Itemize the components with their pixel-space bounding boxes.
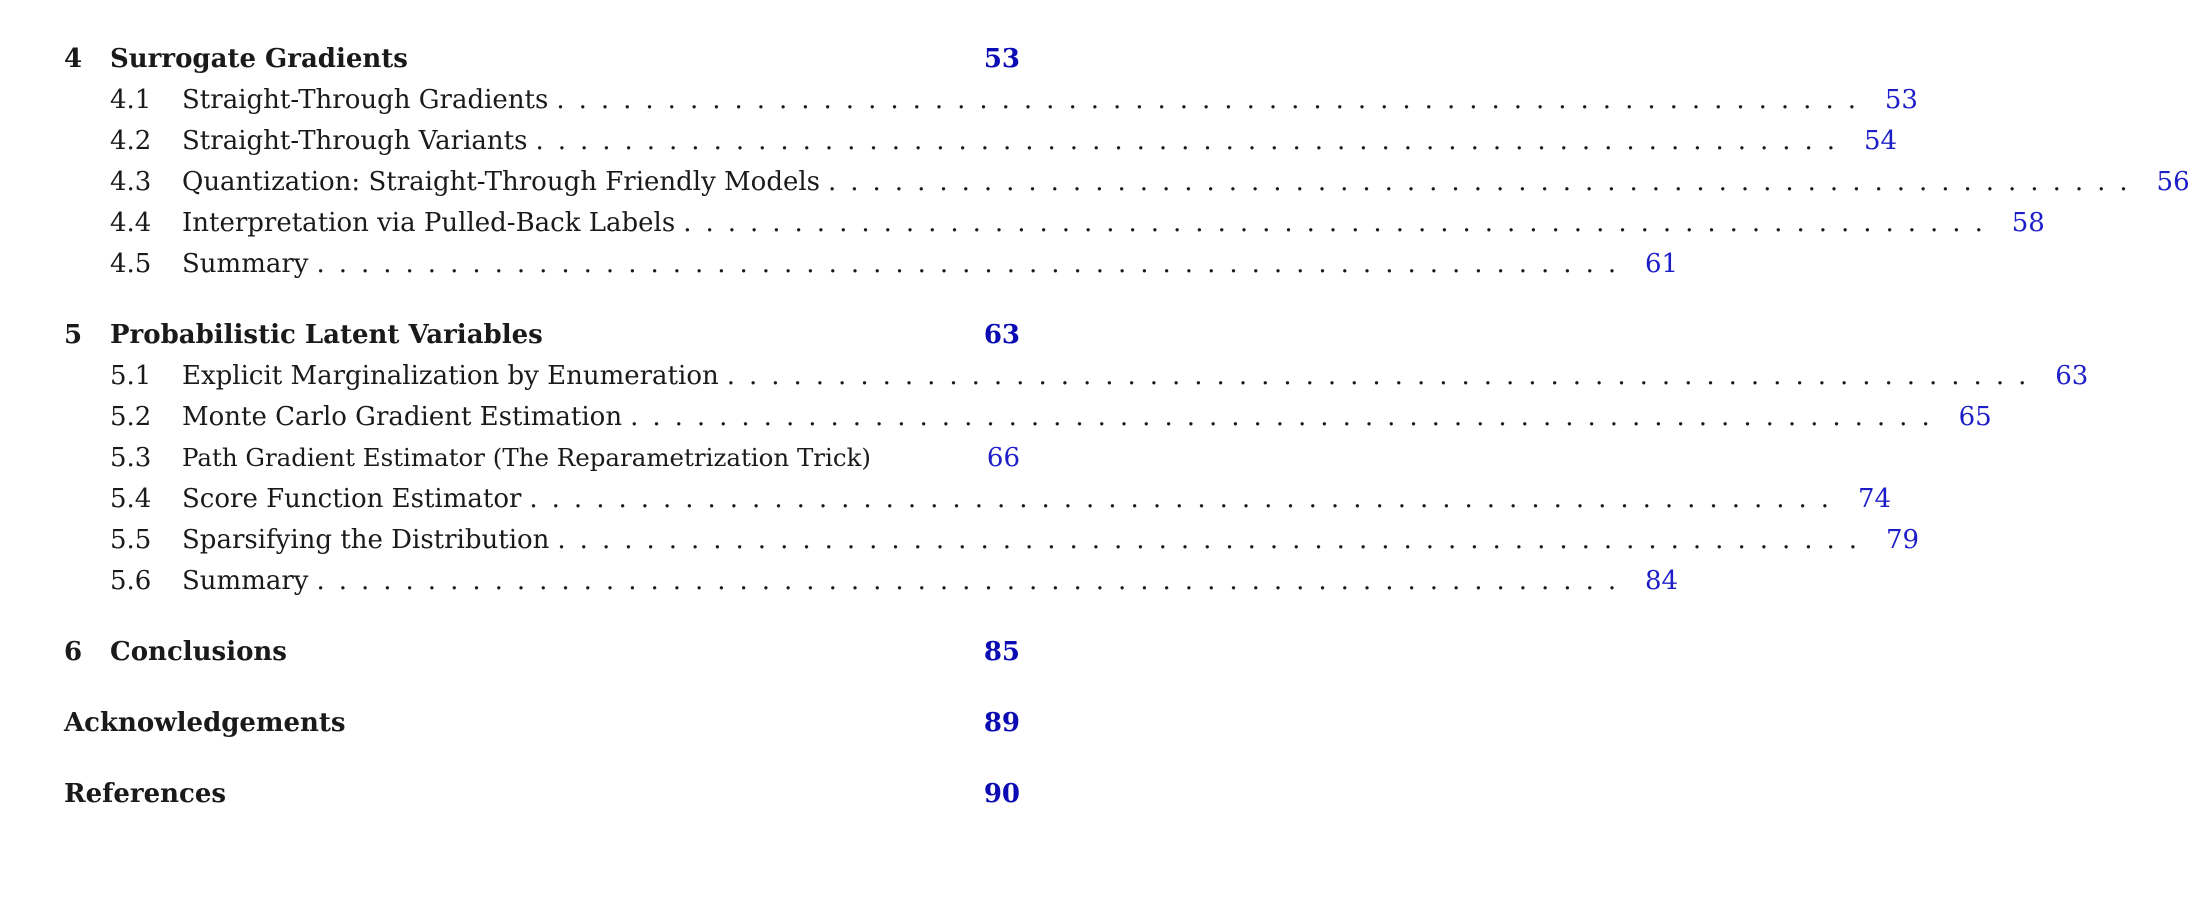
toc-section-5-5[interactable] bbox=[64, 525, 1920, 566]
dot-leader: ........................................................... bbox=[529, 484, 1844, 514]
chapter-title: Probabilistic Latent Variables bbox=[110, 320, 543, 350]
chapter-spacer bbox=[64, 749, 1020, 779]
section-page-link[interactable]: 65 bbox=[1958, 402, 1992, 432]
chapter-page-link[interactable]: 63 bbox=[983, 320, 1020, 350]
chapter-spacer bbox=[64, 678, 1020, 708]
section-title: Score Function Estimator bbox=[182, 484, 522, 514]
back-matter-title: References bbox=[64, 779, 227, 809]
dot-leader: ........................................................... bbox=[556, 85, 1870, 115]
section-title: Path Gradient Estimator (The Reparametrization Trick) bbox=[182, 443, 871, 472]
section-title: Straight-Through Variants bbox=[182, 126, 528, 156]
section-number: 5.5 bbox=[110, 525, 152, 555]
chapter-number: 6 bbox=[64, 637, 83, 667]
section-number: 4.3 bbox=[110, 167, 152, 197]
dot-leader: ........................................................... bbox=[630, 402, 1944, 432]
toc-references[interactable] bbox=[64, 779, 1020, 820]
section-page-link[interactable]: 54 bbox=[1863, 126, 1898, 156]
section-page-link[interactable]: 79 bbox=[1885, 525, 1920, 555]
section-title: Sparsifying the Distribution bbox=[182, 525, 550, 555]
section-page-link[interactable]: 66 bbox=[986, 443, 1020, 473]
chapter-page-link[interactable]: 53 bbox=[983, 44, 1020, 74]
toc-chapter-4[interactable] bbox=[64, 44, 1020, 85]
table-of-contents bbox=[64, 44, 2190, 820]
section-title: Summary bbox=[182, 249, 309, 279]
section-title: Straight-Through Gradients bbox=[182, 85, 549, 115]
section-title: Quantization: Straight-Through Friendly Models bbox=[182, 167, 821, 197]
section-page-link[interactable]: 61 bbox=[1645, 249, 1679, 279]
toc-section-5-4[interactable] bbox=[64, 484, 1892, 525]
section-number: 5.3 bbox=[110, 443, 152, 473]
toc-section-4-5[interactable] bbox=[64, 249, 1679, 290]
back-matter-page-link[interactable]: 89 bbox=[983, 708, 1020, 738]
section-number: 5.6 bbox=[110, 566, 152, 596]
chapter-title: Conclusions bbox=[110, 637, 287, 667]
dot-leader: ........................................................... bbox=[316, 249, 1631, 279]
toc-section-5-2[interactable] bbox=[64, 402, 1992, 443]
chapter-spacer bbox=[64, 290, 1020, 320]
back-matter-title: Acknowledgements bbox=[64, 708, 346, 738]
section-title: Monte Carlo Gradient Estimation bbox=[182, 402, 623, 432]
chapter-number: 4 bbox=[64, 44, 83, 74]
section-number: 5.4 bbox=[110, 484, 152, 514]
dot-leader: ........................................................... bbox=[726, 361, 2041, 391]
section-page-link[interactable]: 63 bbox=[2055, 361, 2089, 391]
dot-leader: ........................................................... bbox=[683, 208, 1997, 238]
section-page-link[interactable]: 53 bbox=[1884, 85, 1918, 115]
section-page-link[interactable]: 58 bbox=[2011, 208, 2045, 238]
section-title: Explicit Marginalization by Enumeration bbox=[182, 361, 719, 391]
section-title: Interpretation via Pulled-Back Labels bbox=[182, 208, 676, 238]
toc-chapter-5[interactable] bbox=[64, 320, 1020, 361]
toc-chapter-6[interactable] bbox=[64, 637, 1020, 678]
section-page-link[interactable]: 74 bbox=[1857, 484, 1892, 514]
section-page-link[interactable]: 84 bbox=[1645, 566, 1679, 596]
toc-section-5-1[interactable] bbox=[64, 361, 2089, 402]
chapter-spacer bbox=[64, 607, 1020, 637]
section-number: 4.5 bbox=[110, 249, 152, 279]
section-page-link[interactable]: 56 bbox=[2156, 167, 2190, 197]
dot-leader: ........................................................... bbox=[316, 566, 1631, 596]
chapter-title: Surrogate Gradients bbox=[110, 44, 408, 74]
section-number: 5.1 bbox=[110, 361, 152, 391]
section-number: 5.2 bbox=[110, 402, 152, 432]
toc-acknowledgements[interactable] bbox=[64, 708, 1020, 749]
chapter-page-link[interactable]: 85 bbox=[983, 637, 1020, 667]
section-number: 4.2 bbox=[110, 126, 152, 156]
toc-section-4-2[interactable] bbox=[64, 126, 1898, 167]
chapter-number: 5 bbox=[64, 320, 83, 350]
dot-leader: ........................................................... bbox=[557, 525, 1872, 555]
section-number: 4.4 bbox=[110, 208, 152, 238]
dot-leader: ........................................................... bbox=[535, 126, 1850, 156]
toc-section-5-6[interactable] bbox=[64, 566, 1679, 607]
dot-leader: ........................................................... bbox=[828, 167, 2142, 197]
section-number: 4.1 bbox=[110, 85, 152, 115]
toc-section-4-3[interactable] bbox=[64, 167, 2190, 208]
toc-section-4-1[interactable] bbox=[64, 85, 1918, 126]
back-matter-page-link[interactable]: 90 bbox=[983, 779, 1020, 809]
toc-section-4-4[interactable] bbox=[64, 208, 2045, 249]
toc-section-5-3[interactable] bbox=[64, 443, 1020, 484]
section-title: Summary bbox=[182, 566, 309, 596]
